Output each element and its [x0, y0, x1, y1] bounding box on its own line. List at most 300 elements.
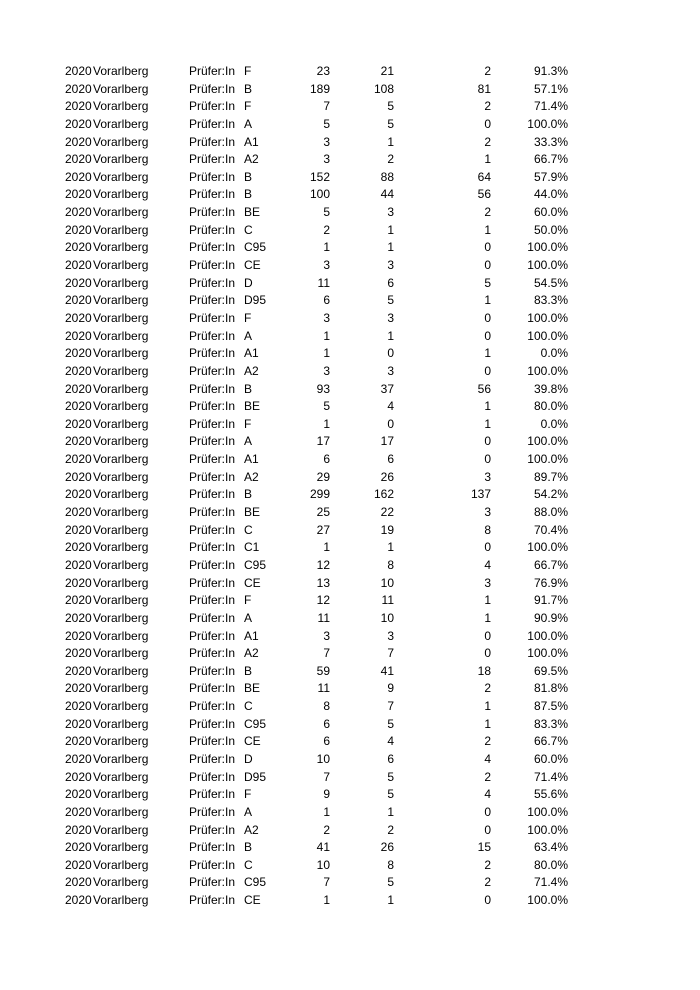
license-class-cell: B — [244, 81, 253, 96]
license-class-cell: A1 — [244, 628, 259, 643]
license-class-cell: C95 — [244, 716, 267, 731]
table-row — [0, 575, 700, 593]
year-cell: 2020 — [65, 187, 92, 202]
license-class-cell: CE — [244, 575, 261, 590]
region-cell: Vorarlberg — [93, 275, 149, 290]
year-cell: 2020 — [65, 81, 92, 96]
region-cell: Vorarlberg — [93, 381, 149, 396]
region-cell: Vorarlberg — [93, 222, 149, 237]
pass-rate-cell: 55.6% — [533, 787, 568, 802]
failed-count-cell: 2 — [484, 769, 491, 784]
year-cell: 2020 — [65, 99, 92, 114]
year-cell: 2020 — [65, 452, 92, 467]
year-cell: 2020 — [65, 575, 92, 590]
pass-rate-cell: 90.9% — [533, 610, 568, 625]
pass-rate-cell: 71.4% — [533, 769, 568, 784]
region-cell: Vorarlberg — [93, 593, 149, 608]
failed-count-cell: 1 — [484, 610, 491, 625]
passed-count-cell: 3 — [387, 363, 394, 378]
year-cell: 2020 — [65, 663, 92, 678]
year-cell: 2020 — [65, 522, 92, 537]
table-row — [0, 134, 700, 152]
pass-rate-cell: 60.0% — [533, 205, 568, 220]
total-count-cell: 2 — [323, 222, 330, 237]
year-cell: 2020 — [65, 840, 92, 855]
failed-count-cell: 1 — [484, 699, 491, 714]
table-row — [0, 663, 700, 681]
failed-count-cell: 2 — [484, 875, 491, 890]
examiner-cell: Prüfer:In — [189, 610, 236, 625]
pass-rate-cell: 54.5% — [533, 275, 568, 290]
total-count-cell: 3 — [323, 258, 330, 273]
failed-count-cell: 1 — [484, 293, 491, 308]
passed-count-cell: 26 — [380, 469, 394, 484]
license-class-cell: A2 — [244, 646, 259, 661]
examiner-cell: Prüfer:In — [189, 275, 236, 290]
examiner-cell: Prüfer:In — [189, 116, 236, 131]
failed-count-cell: 0 — [484, 328, 491, 343]
passed-count-cell: 162 — [373, 487, 394, 502]
year-cell: 2020 — [65, 152, 92, 167]
region-cell: Vorarlberg — [93, 169, 149, 184]
pass-rate-cell: 66.7% — [533, 557, 568, 572]
failed-count-cell: 0 — [484, 804, 491, 819]
passed-count-cell: 2 — [387, 152, 394, 167]
table-row — [0, 557, 700, 575]
license-class-cell: CE — [244, 258, 261, 273]
table-row — [0, 539, 700, 557]
pass-rate-cell: 0.0% — [540, 416, 568, 431]
region-cell: Vorarlberg — [93, 769, 149, 784]
year-cell: 2020 — [65, 681, 92, 696]
region-cell: Vorarlberg — [93, 240, 149, 255]
year-cell: 2020 — [65, 487, 92, 502]
table-row — [0, 433, 700, 451]
year-cell: 2020 — [65, 734, 92, 749]
passed-count-cell: 8 — [387, 557, 394, 572]
table-row — [0, 857, 700, 875]
total-count-cell: 189 — [309, 81, 330, 96]
passed-count-cell: 88 — [380, 169, 394, 184]
examiner-cell: Prüfer:In — [189, 81, 236, 96]
pass-rate-cell: 100.0% — [527, 646, 568, 661]
year-cell: 2020 — [65, 893, 92, 908]
region-cell: Vorarlberg — [93, 346, 149, 361]
examiner-cell: Prüfer:In — [189, 169, 236, 184]
passed-count-cell: 5 — [387, 116, 394, 131]
total-count-cell: 3 — [323, 628, 330, 643]
table-row — [0, 874, 700, 892]
table-row — [0, 204, 700, 222]
passed-count-cell: 17 — [380, 434, 394, 449]
year-cell: 2020 — [65, 116, 92, 131]
total-count-cell: 6 — [323, 734, 330, 749]
failed-count-cell: 1 — [484, 399, 491, 414]
total-count-cell: 41 — [316, 840, 330, 855]
failed-count-cell: 3 — [484, 575, 491, 590]
total-count-cell: 6 — [323, 452, 330, 467]
failed-count-cell: 0 — [484, 434, 491, 449]
total-count-cell: 1 — [323, 328, 330, 343]
region-cell: Vorarlberg — [93, 99, 149, 114]
year-cell: 2020 — [65, 804, 92, 819]
passed-count-cell: 108 — [373, 81, 394, 96]
region-cell: Vorarlberg — [93, 893, 149, 908]
pass-rate-cell: 88.0% — [533, 505, 568, 520]
year-cell: 2020 — [65, 469, 92, 484]
region-cell: Vorarlberg — [93, 416, 149, 431]
year-cell: 2020 — [65, 258, 92, 273]
pass-rate-cell: 100.0% — [527, 258, 568, 273]
pass-rate-cell: 57.1% — [533, 81, 568, 96]
failed-count-cell: 0 — [484, 452, 491, 467]
year-cell: 2020 — [65, 275, 92, 290]
total-count-cell: 23 — [316, 64, 330, 78]
pass-rate-cell: 66.7% — [533, 734, 568, 749]
failed-count-cell: 0 — [484, 258, 491, 273]
passed-count-cell: 5 — [387, 293, 394, 308]
region-cell: Vorarlberg — [93, 293, 149, 308]
passed-count-cell: 5 — [387, 769, 394, 784]
total-count-cell: 1 — [323, 804, 330, 819]
passed-count-cell: 10 — [380, 610, 394, 625]
total-count-cell: 10 — [316, 751, 330, 766]
region-cell: Vorarlberg — [93, 487, 149, 502]
table-row — [0, 451, 700, 469]
passed-count-cell: 3 — [387, 310, 394, 325]
pass-rate-cell: 44.0% — [533, 187, 568, 202]
total-count-cell: 6 — [323, 293, 330, 308]
table-row — [0, 822, 700, 840]
license-class-cell: A1 — [244, 346, 259, 361]
passed-count-cell: 21 — [380, 64, 394, 78]
examiner-cell: Prüfer:In — [189, 575, 236, 590]
year-cell: 2020 — [65, 434, 92, 449]
failed-count-cell: 1 — [484, 222, 491, 237]
table-row — [0, 186, 700, 204]
total-count-cell: 100 — [309, 187, 330, 202]
license-class-cell: C1 — [244, 540, 260, 555]
license-class-cell: C95 — [244, 240, 267, 255]
total-count-cell: 1 — [323, 540, 330, 555]
table-row — [0, 645, 700, 663]
failed-count-cell: 1 — [484, 152, 491, 167]
passed-count-cell: 7 — [387, 646, 394, 661]
passed-count-cell: 4 — [387, 734, 394, 749]
total-count-cell: 11 — [317, 610, 330, 625]
total-count-cell: 5 — [323, 116, 330, 131]
total-count-cell: 17 — [316, 434, 330, 449]
spreadsheet-table — [0, 63, 700, 910]
region-cell: Vorarlberg — [93, 734, 149, 749]
passed-count-cell: 1 — [387, 540, 394, 555]
passed-count-cell: 5 — [387, 716, 394, 731]
region-cell: Vorarlberg — [93, 152, 149, 167]
table-row — [0, 381, 700, 399]
region-cell: Vorarlberg — [93, 699, 149, 714]
license-class-cell: F — [244, 99, 252, 114]
license-class-cell: CE — [244, 893, 261, 908]
failed-count-cell: 56 — [477, 187, 491, 202]
examiner-cell: Prüfer:In — [189, 840, 236, 855]
examiner-cell: Prüfer:In — [189, 363, 236, 378]
failed-count-cell: 137 — [470, 487, 491, 502]
failed-count-cell: 3 — [484, 469, 491, 484]
region-cell: Vorarlberg — [93, 434, 149, 449]
region-cell: Vorarlberg — [93, 81, 149, 96]
failed-count-cell: 1 — [484, 593, 491, 608]
year-cell: 2020 — [65, 328, 92, 343]
year-cell: 2020 — [65, 505, 92, 520]
year-cell: 2020 — [65, 751, 92, 766]
examiner-cell: Prüfer:In — [189, 716, 236, 731]
license-class-cell: A2 — [244, 152, 259, 167]
table-row — [0, 328, 700, 346]
failed-count-cell: 1 — [484, 346, 491, 361]
pass-rate-cell: 100.0% — [527, 434, 568, 449]
total-count-cell: 3 — [323, 152, 330, 167]
year-cell: 2020 — [65, 646, 92, 661]
table-row — [0, 169, 700, 187]
passed-count-cell: 3 — [387, 205, 394, 220]
failed-count-cell: 3 — [484, 505, 491, 520]
license-class-cell: A2 — [244, 469, 259, 484]
license-class-cell: B — [244, 381, 253, 396]
pass-rate-cell: 100.0% — [527, 822, 568, 837]
passed-count-cell: 19 — [380, 522, 394, 537]
license-class-cell: D — [244, 751, 253, 766]
total-count-cell: 1 — [323, 346, 330, 361]
examiner-cell: Prüfer:In — [189, 381, 236, 396]
pass-rate-cell: 100.0% — [527, 116, 568, 131]
year-cell: 2020 — [65, 363, 92, 378]
region-cell: Vorarlberg — [93, 575, 149, 590]
total-count-cell: 2 — [323, 822, 330, 837]
region-cell: Vorarlberg — [93, 663, 149, 678]
examiner-cell: Prüfer:In — [189, 734, 236, 749]
examiner-cell: Prüfer:In — [189, 205, 236, 220]
region-cell: Vorarlberg — [93, 134, 149, 149]
failed-count-cell: 2 — [484, 857, 491, 872]
license-class-cell: A1 — [244, 134, 259, 149]
year-cell: 2020 — [65, 293, 92, 308]
examiner-cell: Prüfer:In — [189, 540, 236, 555]
license-class-cell: C — [244, 699, 253, 714]
year-cell: 2020 — [65, 310, 92, 325]
pass-rate-cell: 100.0% — [527, 893, 568, 908]
pass-rate-cell: 0.0% — [540, 346, 568, 361]
table-row — [0, 698, 700, 716]
table-row — [0, 680, 700, 698]
pass-rate-cell: 33.3% — [533, 134, 568, 149]
passed-count-cell: 26 — [380, 840, 394, 855]
year-cell: 2020 — [65, 134, 92, 149]
examiner-cell: Prüfer:In — [189, 434, 236, 449]
examiner-cell: Prüfer:In — [189, 416, 236, 431]
failed-count-cell: 2 — [484, 734, 491, 749]
passed-count-cell: 2 — [387, 822, 394, 837]
examiner-cell: Prüfer:In — [189, 557, 236, 572]
total-count-cell: 11 — [317, 681, 330, 696]
license-class-cell: B — [244, 663, 253, 678]
table-row — [0, 610, 700, 628]
total-count-cell: 7 — [323, 99, 330, 114]
failed-count-cell: 4 — [484, 787, 491, 802]
examiner-cell: Prüfer:In — [189, 469, 236, 484]
total-count-cell: 3 — [323, 363, 330, 378]
region-cell: Vorarlberg — [93, 310, 149, 325]
pass-rate-cell: 71.4% — [533, 875, 568, 890]
passed-count-cell: 1 — [387, 893, 394, 908]
passed-count-cell: 3 — [387, 258, 394, 273]
failed-count-cell: 0 — [484, 893, 491, 908]
pass-rate-cell: 91.7% — [533, 593, 568, 608]
license-class-cell: D95 — [244, 293, 267, 308]
passed-count-cell: 3 — [387, 628, 394, 643]
license-class-cell: CE — [244, 734, 261, 749]
region-cell: Vorarlberg — [93, 787, 149, 802]
license-class-cell: A — [244, 328, 253, 343]
total-count-cell: 8 — [323, 699, 330, 714]
table-row — [0, 345, 700, 363]
passed-count-cell: 1 — [387, 804, 394, 819]
failed-count-cell: 64 — [477, 169, 491, 184]
license-class-cell: F — [244, 416, 252, 431]
examiner-cell: Prüfer:In — [189, 346, 236, 361]
total-count-cell: 152 — [309, 169, 330, 184]
pass-rate-cell: 69.5% — [533, 663, 568, 678]
region-cell: Vorarlberg — [93, 258, 149, 273]
year-cell: 2020 — [65, 240, 92, 255]
total-count-cell: 9 — [323, 787, 330, 802]
passed-count-cell: 1 — [387, 222, 394, 237]
region-cell: Vorarlberg — [93, 522, 149, 537]
total-count-cell: 299 — [309, 487, 330, 502]
pass-rate-cell: 60.0% — [533, 751, 568, 766]
passed-count-cell: 41 — [380, 663, 394, 678]
passed-count-cell: 1 — [387, 328, 394, 343]
table-row — [0, 733, 700, 751]
pass-rate-cell: 81.8% — [533, 681, 568, 696]
license-class-cell: C95 — [244, 557, 267, 572]
table-row — [0, 839, 700, 857]
failed-count-cell: 0 — [484, 310, 491, 325]
table-row — [0, 116, 700, 134]
license-class-cell: C — [244, 222, 253, 237]
failed-count-cell: 0 — [484, 363, 491, 378]
passed-count-cell: 6 — [387, 452, 394, 467]
pass-rate-cell: 63.4% — [533, 840, 568, 855]
table-row — [0, 398, 700, 416]
examiner-cell: Prüfer:In — [189, 99, 236, 114]
total-count-cell: 3 — [323, 134, 330, 149]
pass-rate-cell: 66.7% — [533, 152, 568, 167]
examiner-cell: Prüfer:In — [189, 646, 236, 661]
table-row — [0, 892, 700, 910]
license-class-cell: F — [244, 787, 252, 802]
examiner-cell: Prüfer:In — [189, 293, 236, 308]
license-class-cell: B — [244, 169, 253, 184]
examiner-cell: Prüfer:In — [189, 399, 236, 414]
failed-count-cell: 18 — [477, 663, 491, 678]
license-class-cell: F — [244, 310, 252, 325]
examiner-cell: Prüfer:In — [189, 522, 236, 537]
passed-count-cell: 6 — [387, 275, 394, 290]
pass-rate-cell: 83.3% — [533, 716, 568, 731]
license-class-cell: A1 — [244, 452, 259, 467]
examiner-cell: Prüfer:In — [189, 822, 236, 837]
region-cell: Vorarlberg — [93, 716, 149, 731]
failed-count-cell: 15 — [477, 840, 491, 855]
table-row — [0, 275, 700, 293]
examiner-cell: Prüfer:In — [189, 628, 236, 643]
failed-count-cell: 0 — [484, 240, 491, 255]
examiner-cell: Prüfer:In — [189, 505, 236, 520]
license-class-cell: A2 — [244, 822, 259, 837]
failed-count-cell: 2 — [484, 64, 491, 78]
region-cell: Vorarlberg — [93, 399, 149, 414]
total-count-cell: 7 — [323, 769, 330, 784]
license-class-cell: BE — [244, 205, 261, 220]
year-cell: 2020 — [65, 628, 92, 643]
examiner-cell: Prüfer:In — [189, 487, 236, 502]
failed-count-cell: 4 — [484, 557, 491, 572]
pass-rate-cell: 100.0% — [527, 540, 568, 555]
year-cell: 2020 — [65, 787, 92, 802]
examiner-cell: Prüfer:In — [189, 681, 236, 696]
pass-rate-cell: 50.0% — [533, 222, 568, 237]
table-row — [0, 716, 700, 734]
total-count-cell: 11 — [317, 275, 330, 290]
total-count-cell: 12 — [316, 593, 330, 608]
license-class-cell: BE — [244, 681, 261, 696]
examiner-cell: Prüfer:In — [189, 893, 236, 908]
failed-count-cell: 1 — [484, 416, 491, 431]
year-cell: 2020 — [65, 416, 92, 431]
year-cell: 2020 — [65, 769, 92, 784]
license-class-cell: D95 — [244, 769, 267, 784]
region-cell: Vorarlberg — [93, 187, 149, 202]
license-class-cell: F — [244, 64, 252, 78]
passed-count-cell: 5 — [387, 875, 394, 890]
year-cell: 2020 — [65, 822, 92, 837]
failed-count-cell: 81 — [477, 81, 491, 96]
year-cell: 2020 — [65, 205, 92, 220]
table-row — [0, 769, 700, 787]
table-row — [0, 628, 700, 646]
license-class-cell: A — [244, 116, 253, 131]
examiner-cell: Prüfer:In — [189, 328, 236, 343]
passed-count-cell: 0 — [387, 346, 394, 361]
year-cell: 2020 — [65, 540, 92, 555]
region-cell: Vorarlberg — [93, 646, 149, 661]
passed-count-cell: 11 — [381, 593, 394, 608]
license-class-cell: B — [244, 187, 253, 202]
total-count-cell: 25 — [316, 505, 330, 520]
failed-count-cell: 2 — [484, 681, 491, 696]
passed-count-cell: 22 — [380, 505, 394, 520]
region-cell: Vorarlberg — [93, 857, 149, 872]
total-count-cell: 7 — [323, 875, 330, 890]
license-class-cell: C95 — [244, 875, 267, 890]
failed-count-cell: 0 — [484, 116, 491, 131]
table-row — [0, 486, 700, 504]
passed-count-cell: 1 — [387, 240, 394, 255]
year-cell: 2020 — [65, 169, 92, 184]
passed-count-cell: 8 — [387, 857, 394, 872]
pass-rate-cell: 87.5% — [533, 699, 568, 714]
examiner-cell: Prüfer:In — [189, 663, 236, 678]
